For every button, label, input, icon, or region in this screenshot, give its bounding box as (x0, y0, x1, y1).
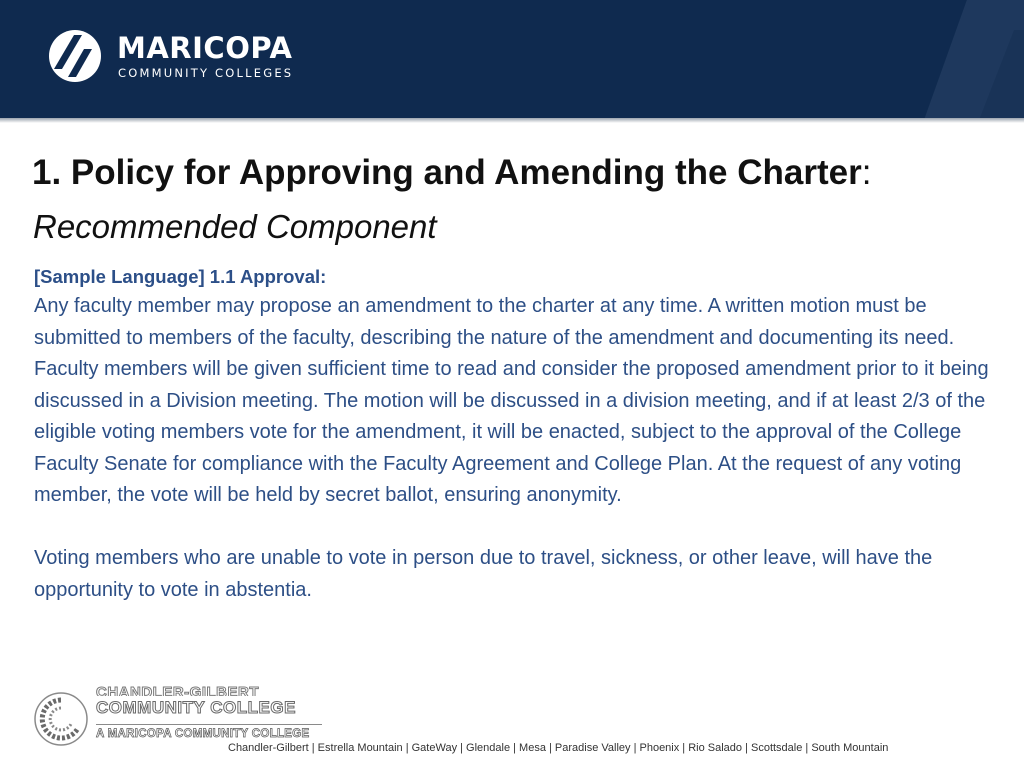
maricopa-logo-name: MARICOPA (117, 31, 293, 65)
header-shadow (0, 118, 1024, 123)
maricopa-logo-icon (48, 29, 102, 83)
section-label: [Sample Language] 1.1 Approval: (34, 266, 327, 287)
watermark-graphic (904, 0, 1024, 118)
paragraph-abstentia: Voting members who are unable to vote in person due to travel, sickness, or other leave, will have the opportunity to vote in abstentia. (34, 547, 933, 601)
slide-subtitle: Recommended Component (33, 208, 437, 245)
header-bar (0, 0, 1024, 118)
college-logo (32, 684, 332, 750)
college-logo-icon (32, 690, 90, 748)
body-text (34, 291, 1009, 606)
slide-title-colon: : (861, 153, 872, 192)
college-logo-name: COMMUNITY COLLEGE (96, 698, 296, 717)
slide-title-main: 1. Policy for Approving and Amending the Charter (32, 153, 862, 192)
footer-colleges-list: Chandler-Gilbert | Estrella Mountain | GateWay | Glendale | Mesa | Paradise Valley | Phoenix | Rio Salado | Scottsdale | South Mountain (228, 742, 889, 754)
college-logo-top: CHANDLER-GILBERT (96, 684, 259, 696)
paragraph-approval: Any faculty member may propose an amendment to the charter at any time. A written motion must be submitted to members of the faculty, describing the nature of the amendment and documenting its need. Faculty members will be given sufficient time to read and consider the proposed amendment prior to it being discussed in a Division meeting. The motion will be discussed in a division meeting, and if at least 2/3 of the eligible voting members vote for the amendment, it will be enacted, subject to the approval of the College Faculty Senate for compliance with the Faculty Agreement and College Plan. At the request of any voting member, the vote will be held by secret ballot, ensuring anonymity. (34, 295, 989, 506)
maricopa-logo-subtitle: COMMUNITY COLLEGES (118, 66, 294, 80)
college-logo-subtitle: A MARICOPA COMMUNITY COLLEGE (96, 728, 310, 740)
college-logo-rule (96, 724, 322, 725)
slide-title (32, 150, 1002, 196)
